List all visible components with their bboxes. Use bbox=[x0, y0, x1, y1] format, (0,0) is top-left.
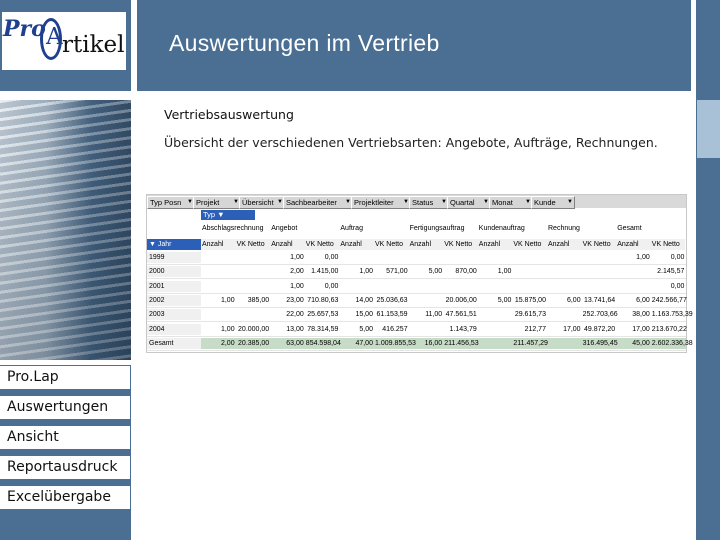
table-cell bbox=[201, 252, 236, 263]
column-header: Anzahl bbox=[201, 239, 236, 250]
table-cell bbox=[236, 309, 271, 320]
table-cell bbox=[616, 266, 651, 277]
table-cell: 1,00 bbox=[497, 268, 512, 276]
column-header: VK Netto bbox=[236, 239, 271, 250]
decorative-photo-shade bbox=[0, 100, 131, 360]
group-header: Angebot bbox=[271, 225, 298, 232]
pivot-table-screenshot bbox=[146, 194, 693, 353]
column-header: Anzahl bbox=[339, 239, 374, 250]
filter-field-label: Kunde bbox=[534, 198, 556, 207]
table-cell bbox=[374, 252, 409, 263]
row-year-label: 2002 bbox=[147, 295, 201, 306]
row-divider bbox=[147, 278, 686, 279]
table-cell: 316.495,45 bbox=[582, 339, 618, 347]
table-cell: 854.598,04 bbox=[305, 339, 341, 347]
table-cell bbox=[547, 252, 582, 263]
logo-text-a: A bbox=[46, 24, 63, 50]
table-cell: 2,00 bbox=[220, 339, 235, 347]
page-title: Auswertungen im Vertrieb bbox=[169, 30, 440, 56]
table-cell: 49.872,20 bbox=[584, 325, 616, 333]
column-header: VK Netto bbox=[651, 239, 686, 250]
table-cell bbox=[409, 281, 444, 292]
table-cell: 45,00 bbox=[632, 339, 650, 347]
row-divider bbox=[147, 307, 686, 308]
table-cell bbox=[443, 281, 478, 292]
table-cell bbox=[339, 281, 374, 292]
table-cell bbox=[512, 266, 547, 277]
table-cell: 252.703,66 bbox=[582, 311, 618, 319]
logo-text-pro: Pro bbox=[3, 16, 46, 42]
chevron-down-icon: ▼ bbox=[567, 199, 573, 205]
table-cell bbox=[478, 281, 513, 292]
row-divider bbox=[147, 336, 686, 337]
column-header: VK Netto bbox=[443, 239, 478, 250]
table-cell: 29.615,73 bbox=[514, 311, 546, 319]
column-header: VK Netto bbox=[305, 239, 340, 250]
filter-field[interactable] bbox=[239, 196, 285, 209]
table-cell: 15.875,00 bbox=[514, 296, 546, 304]
table-cell: 20.006,00 bbox=[445, 296, 477, 304]
table-cell: 17,00 bbox=[563, 325, 581, 333]
nav-item-ansicht[interactable]: Ansicht bbox=[0, 425, 131, 450]
chevron-down-icon: ▼ bbox=[441, 199, 447, 205]
chevron-down-icon: ▼ bbox=[525, 199, 531, 205]
column-header: Anzahl bbox=[547, 239, 582, 250]
row-year-label: Gesamt bbox=[147, 338, 201, 349]
row-year-label: 2000 bbox=[147, 266, 201, 277]
table-cell: 5,00 bbox=[359, 325, 373, 333]
filter-field-label: Übersicht bbox=[242, 198, 274, 207]
table-cell bbox=[201, 281, 236, 292]
table-cell bbox=[582, 266, 617, 277]
table-cell: 1,00 bbox=[636, 254, 650, 261]
row-divider bbox=[147, 350, 686, 351]
chevron-down-icon: ▼ bbox=[277, 199, 283, 205]
table-cell: 212,77 bbox=[524, 325, 546, 333]
sidebar-nav bbox=[0, 365, 131, 515]
row-year-label: 2003 bbox=[147, 309, 201, 320]
table-cell: 1,00 bbox=[290, 282, 304, 290]
table-cell: 211.456,53 bbox=[444, 339, 479, 347]
nav-item-excelubergabe[interactable]: Excelübergabe bbox=[0, 485, 131, 510]
table-cell: 15,00 bbox=[355, 311, 373, 319]
filter-field-label: Typ Posn bbox=[150, 198, 182, 207]
right-stripe bbox=[696, 0, 720, 540]
filter-field[interactable] bbox=[447, 196, 491, 209]
row-year-label: 2001 bbox=[147, 281, 201, 292]
group-header: Fertigungsauftrag bbox=[409, 225, 465, 232]
type-filter-label: Typ bbox=[203, 210, 216, 219]
filter-field[interactable] bbox=[283, 196, 353, 209]
column-header: Anzahl bbox=[478, 239, 513, 250]
column-header: VK Netto bbox=[374, 239, 409, 250]
chevron-down-icon: ▼ bbox=[345, 199, 351, 205]
table-cell bbox=[236, 281, 271, 292]
section-title: Vertriebsauswertung bbox=[164, 107, 294, 122]
table-cell: 16,00 bbox=[424, 339, 443, 347]
table-cell bbox=[443, 252, 478, 263]
logo bbox=[2, 12, 126, 70]
table-cell: 23,00 bbox=[286, 296, 304, 304]
table-cell bbox=[547, 338, 582, 349]
filter-field-label: Sachbearbeiter bbox=[286, 198, 337, 207]
filter-field-label: Status bbox=[412, 198, 434, 207]
table-cell bbox=[512, 281, 547, 292]
table-cell: 1.143,79 bbox=[449, 325, 477, 333]
table-cell: 61.153,59 bbox=[376, 311, 408, 319]
table-cell: 78.314,59 bbox=[307, 325, 339, 333]
table-cell: 11,00 bbox=[425, 311, 443, 319]
table-cell: 17,00 bbox=[632, 325, 650, 333]
table-cell: 14,00 bbox=[355, 296, 373, 304]
filter-field-label: Quartal bbox=[450, 198, 475, 207]
row-divider bbox=[147, 293, 686, 294]
nav-item-prolap[interactable]: Pro.Lap bbox=[0, 365, 131, 390]
table-cell bbox=[547, 281, 582, 292]
table-cell: 710.80,63 bbox=[307, 296, 339, 304]
filter-field[interactable] bbox=[531, 196, 575, 209]
table-cell: 1,00 bbox=[359, 268, 373, 276]
table-cell: 0,00 bbox=[324, 282, 339, 290]
logo-panel bbox=[0, 0, 131, 91]
filter-field[interactable] bbox=[409, 196, 449, 209]
table-cell: 13,00 bbox=[286, 325, 304, 333]
table-cell bbox=[582, 281, 617, 292]
table-cell: 870,00 bbox=[455, 268, 477, 276]
table-cell bbox=[339, 252, 374, 263]
table-cell: 20.000,00 bbox=[238, 325, 270, 333]
group-header: Gesamt bbox=[617, 225, 642, 232]
column-header: Anzahl bbox=[616, 239, 651, 250]
column-header: VK Netto bbox=[582, 239, 617, 250]
table-cell: 47,00 bbox=[355, 339, 373, 347]
nav-item-reportausdruck[interactable]: Reportausdruck bbox=[0, 455, 131, 480]
table-cell: 0,00 bbox=[324, 254, 339, 261]
table-cell: 6,00 bbox=[636, 296, 650, 304]
table-cell: 0,00 bbox=[670, 282, 685, 290]
table-cell bbox=[547, 309, 582, 320]
header-banner bbox=[137, 0, 691, 91]
table-cell: 5,00 bbox=[428, 268, 443, 276]
chevron-down-icon: ▼ bbox=[403, 199, 409, 205]
table-cell: 1.009.855,53 bbox=[375, 339, 416, 347]
group-header: Kundenauftrag bbox=[478, 225, 525, 232]
table-cell: 1,00 bbox=[220, 325, 235, 333]
right-stripe-accent bbox=[697, 100, 720, 158]
table-cell: 571,00 bbox=[386, 268, 408, 276]
table-cell: 22,00 bbox=[286, 311, 304, 319]
type-filter-field[interactable]: Typ ▼ bbox=[201, 210, 255, 220]
filter-field-label: Monat bbox=[492, 198, 513, 207]
table-cell bbox=[478, 324, 513, 335]
table-cell: 20.385,00 bbox=[238, 339, 270, 347]
table-cell: 2.145,57 bbox=[657, 268, 685, 276]
filter-field[interactable] bbox=[147, 196, 195, 209]
table-cell: 385,00 bbox=[247, 296, 270, 304]
table-cell bbox=[236, 252, 271, 263]
row-year-label: 1999 bbox=[147, 252, 201, 263]
table-cell: 242.566,77 bbox=[651, 296, 687, 304]
table-cell bbox=[478, 309, 513, 320]
table-cell: 47.561,51 bbox=[445, 311, 477, 319]
table-cell bbox=[201, 266, 236, 277]
filter-field[interactable] bbox=[351, 196, 411, 209]
filter-field-label: Projektleiter bbox=[354, 198, 394, 207]
row-field-header[interactable]: ▼ Jahr bbox=[147, 239, 201, 250]
table-cell bbox=[409, 295, 444, 306]
table-cell bbox=[582, 252, 617, 263]
table-cell bbox=[374, 281, 409, 292]
table-cell: 0,00 bbox=[670, 254, 685, 261]
table-cell: 1.415,00 bbox=[311, 268, 339, 276]
table-cell bbox=[236, 266, 271, 277]
table-cell: 25.036,63 bbox=[376, 296, 408, 304]
table-cell bbox=[478, 252, 513, 263]
table-cell bbox=[512, 252, 547, 263]
filter-field-label: Projekt bbox=[196, 198, 220, 207]
table-cell: 6,00 bbox=[566, 296, 581, 304]
table-cell: 25.657,53 bbox=[307, 311, 339, 319]
table-cell bbox=[478, 338, 513, 349]
table-cell: 1,00 bbox=[220, 296, 235, 304]
row-divider bbox=[147, 321, 686, 322]
group-header: Abschlagsrechnung bbox=[202, 225, 264, 232]
section-description: Übersicht der verschiedenen Vertriebsarten: Angebote, Aufträge, Rechnungen. bbox=[164, 135, 658, 150]
chevron-down-icon: ▼ bbox=[187, 199, 193, 205]
table-cell bbox=[616, 281, 651, 292]
table-cell bbox=[201, 309, 236, 320]
table-cell: 38,00 bbox=[632, 311, 650, 319]
group-header: Auftrag bbox=[340, 225, 363, 232]
table-cell: 416.257 bbox=[382, 325, 408, 333]
chevron-down-icon: ▼ bbox=[233, 199, 239, 205]
chevron-down-icon: ▼ bbox=[483, 199, 489, 205]
table-cell: 2,00 bbox=[290, 268, 304, 276]
group-header: Rechnung bbox=[548, 225, 580, 232]
filter-field[interactable] bbox=[489, 196, 533, 209]
column-header: Anzahl bbox=[270, 239, 305, 250]
table-cell: 2.602.336,38 bbox=[651, 339, 693, 347]
table-cell: 63,00 bbox=[286, 339, 304, 347]
table-cell: 211.457,29 bbox=[513, 339, 548, 347]
table-cell bbox=[409, 252, 444, 263]
table-cell: 13.741,64 bbox=[584, 296, 616, 304]
table-cell: 1.163.753,39 bbox=[651, 311, 693, 319]
row-divider bbox=[147, 264, 686, 265]
table-cell: 1,00 bbox=[290, 254, 304, 261]
column-header: VK Netto bbox=[512, 239, 547, 250]
logo-text-rest: rtikel bbox=[62, 32, 125, 58]
column-header: Anzahl bbox=[409, 239, 444, 250]
table-cell: 5,00 bbox=[497, 296, 512, 304]
filter-field[interactable] bbox=[193, 196, 241, 209]
table-cell bbox=[547, 266, 582, 277]
table-cell bbox=[409, 324, 444, 335]
row-year-label: 2004 bbox=[147, 324, 201, 335]
nav-item-auswertungen[interactable]: Auswertungen bbox=[0, 395, 131, 420]
table-cell: 213.670,22 bbox=[651, 325, 687, 333]
